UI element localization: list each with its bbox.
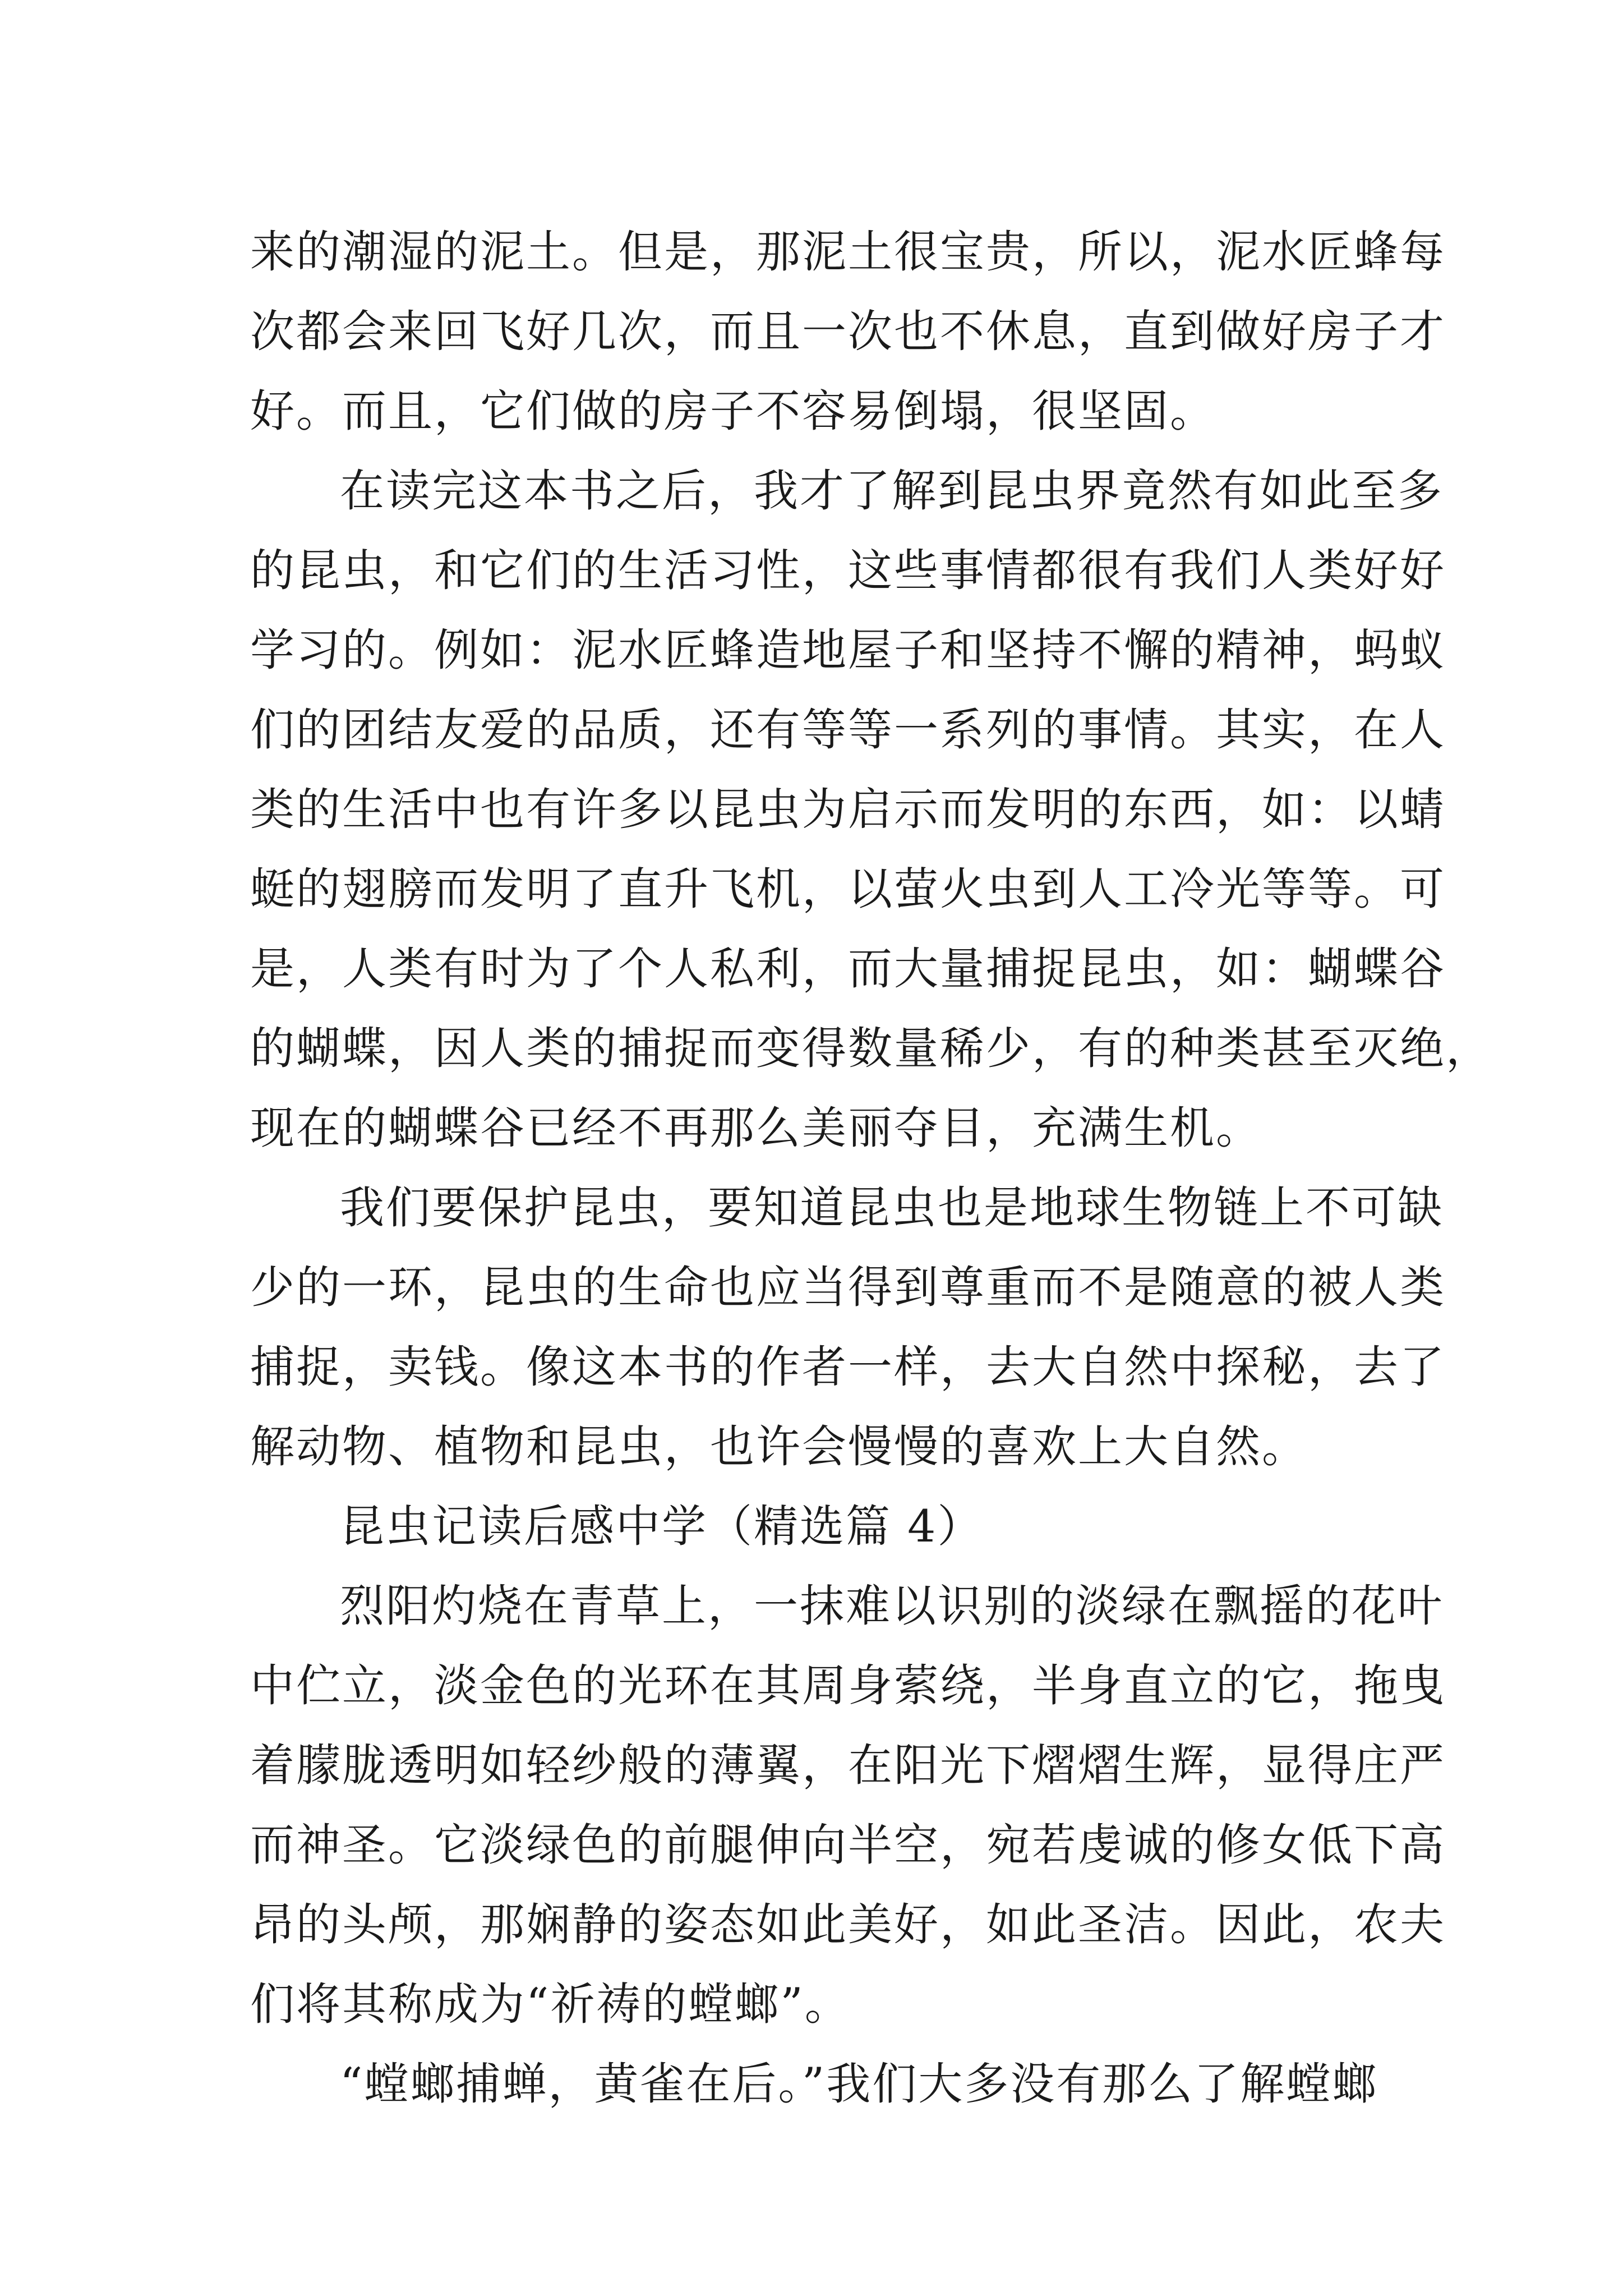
- section-title: 昆虫记读后感中学（精选篇 4）: [340, 1501, 984, 1552]
- para-after-reading: [250, 451, 1492, 1168]
- text-line: 的昆虫，和它们的生活习性，这些事情都很有我们人类好好: [250, 545, 1446, 596]
- text-line: 蜓的翅膀而发明了直升飞机，以萤火虫到人工冷光等等。可: [250, 863, 1446, 915]
- para-mantis: [250, 1566, 1446, 2044]
- text-line: 们的团结友爱的品质，还有等等一系列的事情。其实，在人: [250, 704, 1446, 756]
- text-line: 而神圣。它淡绿色的前腿伸向半空，宛若虔诚的修女低下高: [250, 1819, 1446, 1871]
- text-line: 是，人类有时为了个人私利，而大量捕捉昆虫，如：蝴蝶谷: [250, 943, 1446, 995]
- text-line: 我们要保护昆虫，要知道昆虫也是地球生物链上不可缺: [340, 1182, 1444, 1234]
- text-line: 中伫立，淡金色的光环在其周身萦绕，半身直立的它，拖曳: [250, 1660, 1446, 1711]
- text-line: 烈阳灼烧在青草上，一抹难以识别的淡绿在飘摇的花叶: [340, 1580, 1444, 1632]
- text-line: 次都会来回飞好几次，而且一次也不休息，直到做好房子才: [250, 306, 1446, 357]
- text-line: 来的潮湿的泥土。但是，那泥土很宝贵，所以，泥水匠蜂每: [250, 226, 1446, 278]
- text-line: 现在的蝴蝶谷已经不再那么美丽夺目，充满生机。: [250, 1102, 1262, 1154]
- text-line: 的蝴蝶，因人类的捕捉而变得数量稀少，有的种类甚至灭绝，: [250, 1023, 1492, 1074]
- para-continuation: [250, 212, 1446, 451]
- text-line: 好。而且，它们做的房子不容易倒塌，很坚固。: [250, 385, 1216, 437]
- text-line: 少的一环，昆虫的生命也应当得到尊重而不是随意的被人类: [250, 1262, 1446, 1313]
- text-line: 捕捉，卖钱。像这本书的作者一样，去大自然中探秘，去了: [250, 1341, 1446, 1393]
- text-line: 昂的头颅，那娴静的姿态如此美好，如此圣洁。因此，农夫: [250, 1899, 1446, 1950]
- text-line: 解动物、植物和昆虫，也许会慢慢的喜欢上大自然。: [250, 1421, 1308, 1473]
- text-line: “螳螂捕蝉，黄雀在后。”我们大多没有那么了解螳螂: [340, 2058, 1378, 2110]
- text-line: 们将其称成为“祈祷的螳螂”。: [250, 1978, 851, 2030]
- para-protect-insects: [250, 1168, 1446, 1487]
- text-line: 类的生活中也有许多以昆虫为启示而发明的东西，如：以蜻: [250, 784, 1446, 835]
- section-heading: [250, 1487, 1372, 1566]
- text-line: 学习的。例如：泥水匠蜂造地屋子和坚持不懈的精神，蚂蚁: [250, 624, 1446, 676]
- para-mantis-cicada: [250, 2044, 1378, 2124]
- text-line: 在读完这本书之后，我才了解到昆虫界竟然有如此至多: [340, 465, 1444, 517]
- body-text: [250, 212, 1492, 2124]
- text-line: 着朦胧透明如轻纱般的薄翼，在阳光下熠熠生辉，显得庄严: [250, 1740, 1446, 1791]
